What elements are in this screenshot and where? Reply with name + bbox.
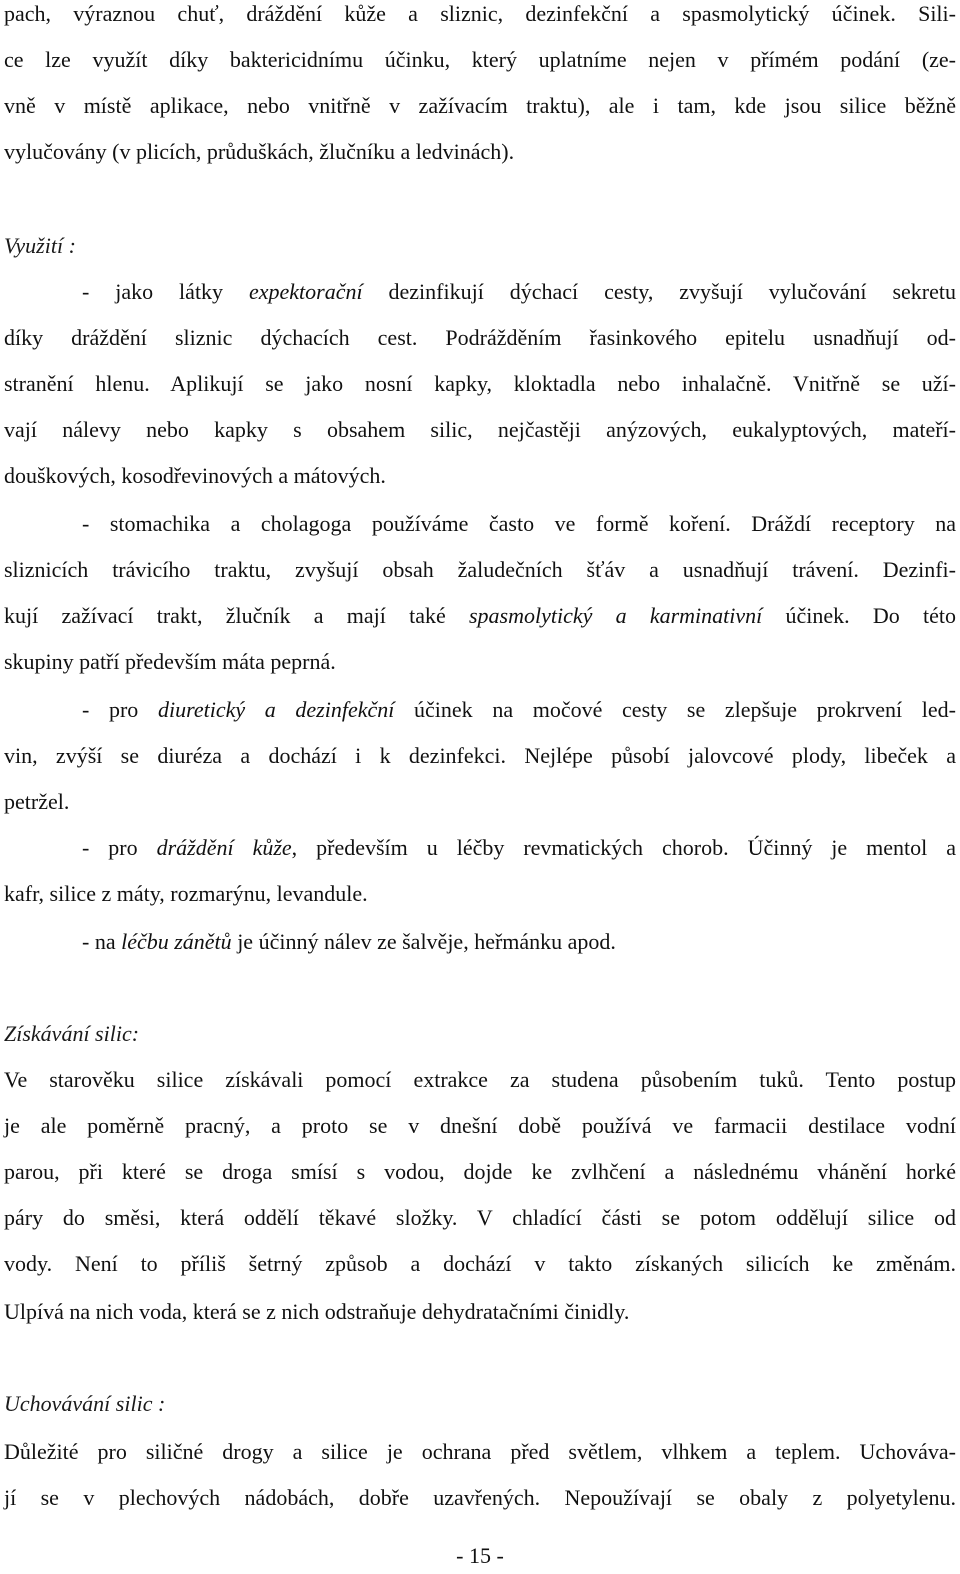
intro-line-4: vylučovány (v plicích, průduškách, žlučníku a ledvinách). — [4, 139, 515, 164]
obtain-line: páry do směsi, která oddělí těkavé složky. V chladící části se potom oddělují silice od — [4, 1205, 956, 1230]
usage-item-stomachics: - stomachika a cholagoga používáme často ve formě koření. Dráždí receptory na — [82, 511, 956, 536]
usage-line: díky dráždění sliznic dýchacích cest. Podrážděním řasinkového epitelu usnadňují od- — [4, 325, 956, 350]
usage-line: vají nálevy nebo kapky s obsahem silic, nejčastěji anýzových, eukalyptových, mateří- — [4, 417, 956, 442]
storage-line: jí se v plechových nádobách, dobře uzavřených. Nepoužívají se obaly z polyetylenu. — [4, 1485, 956, 1510]
usage-item-expectorant: - jako látky expektorační dezinfikují dýchací cesty, zvyšují vylučování sekretu — [82, 279, 956, 304]
usage-heading: Využití : — [4, 233, 76, 258]
usage-item-inflammation: - na léčbu zánětů je účinný nálev ze šalvěje, heřmánku apod. — [82, 929, 616, 954]
usage-line: douškových, kosodřevinových a mátových. — [4, 463, 386, 488]
page-number: - 15 - — [456, 1543, 504, 1568]
intro-line-3: vně v místě aplikace, nebo vnitřně v zažívacím traktu), ale i tam, kde jsou silice běžně — [4, 93, 956, 118]
intro-line-1: pach, výraznou chuť, dráždění kůže a sliznic, dezinfekční a spasmolytický účinek. Sili- — [4, 1, 956, 26]
obtain-line: Ve starověku silice získávali pomocí extrakce za studena působením tuků. Tento postup — [4, 1067, 956, 1092]
usage-line: sliznicích trávicího traktu, zvyšují obsah žaludečních šťáv a usnadňují trávení. Dezinfi- — [4, 557, 956, 582]
obtain-heading: Získávání silic: — [4, 1021, 140, 1046]
storage-heading: Uchovávání silic : — [4, 1391, 166, 1416]
usage-item-skin: - pro dráždění kůže, především u léčby revmatických chorob. Účinný je mentol a — [82, 835, 956, 860]
usage-line: kafr, silice z máty, rozmarýnu, levandule. — [4, 881, 368, 906]
obtain-line: je ale poměrně pracný, a proto se v dnešní době používá ve farmacii destilace vodní — [4, 1113, 956, 1138]
obtain-line: vody. Není to příliš šetrný způsob a dochází v takto získaných silicích ke změnám. — [4, 1251, 956, 1276]
intro-line-2: ce lze využít díky baktericidnímu účinku, který uplatníme nejen v přímém podání (ze- — [4, 47, 956, 72]
obtain-line: parou, při které se droga smísí s vodou, dojde ke zvlhčení a následnému vhánění horké — [4, 1159, 956, 1184]
usage-item-diuretic: - pro diuretický a dezinfekční účinek na močové cesty se zlepšuje prokrvení led- — [82, 697, 956, 722]
obtain-line: Ulpívá na nich voda, která se z nich odstraňuje dehydratačními činidly. — [4, 1299, 630, 1324]
usage-line: skupiny patří především máta peprná. — [4, 649, 336, 674]
usage-line: vin, zvýší se diuréza a dochází i k dezinfekci. Nejlépe působí jalovcové plody, libeček a — [4, 743, 956, 768]
storage-line: Důležité pro siličné drogy a silice je ochrana před světlem, vlhkem a teplem. Uchováva- — [4, 1439, 956, 1464]
usage-line: petržel. — [4, 789, 70, 814]
usage-line: stranění hlenu. Aplikují se jako nosní kapky, kloktadla nebo inhalačně. Vnitřně se uží- — [4, 371, 956, 396]
usage-line: kují zažívací trakt, žlučník a mají také spasmolytický a karminativní účinek. Do této — [4, 603, 956, 628]
